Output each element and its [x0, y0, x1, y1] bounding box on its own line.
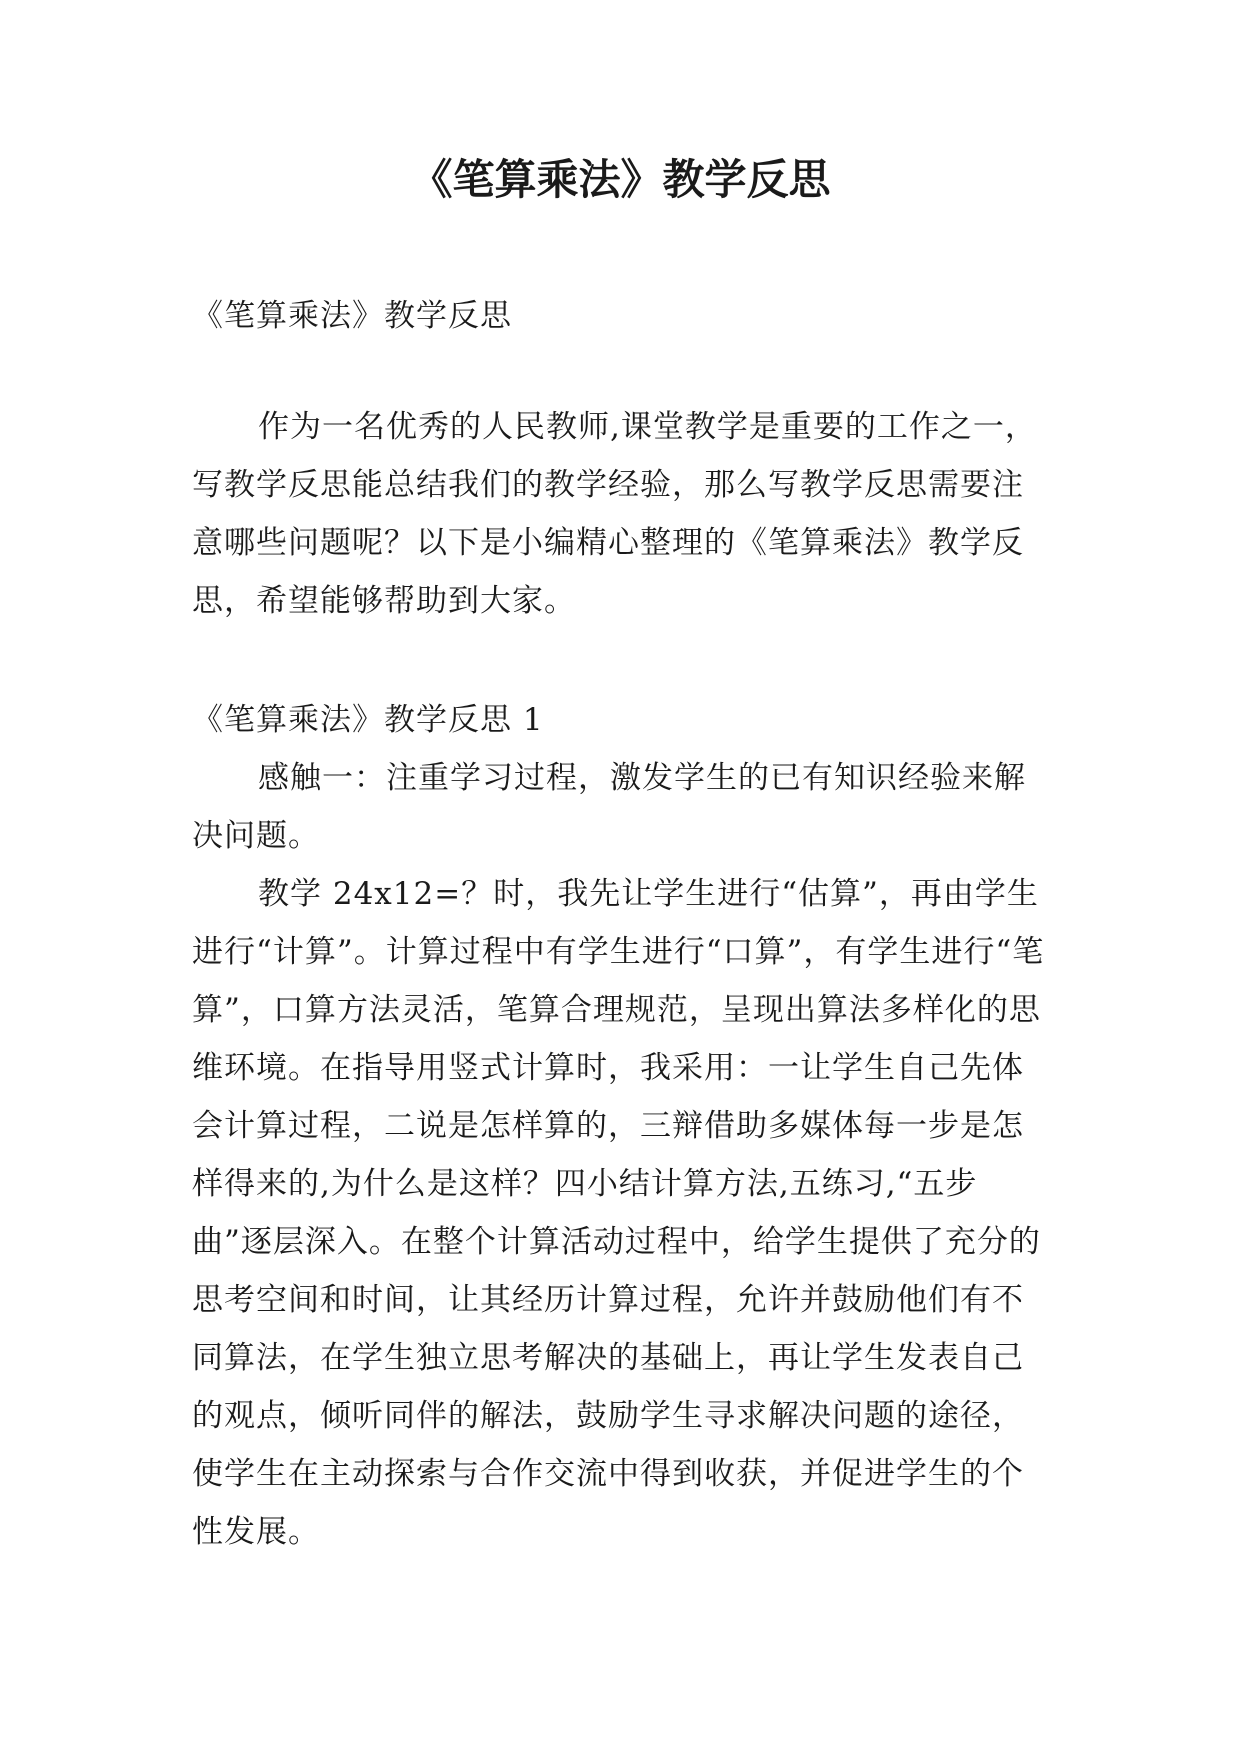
point-one-paragraph: 感触一：注重学习过程，激发学生的已有知识经验来解决问题。: [192, 760, 1026, 854]
point-one-detail-paragraph: 教学 24x12=？时，我先让学生进行“估算”，再由学生进行“计算”。计算过程中有学生进行“口算”，有学生进行“笔算”，口算方法灵活，笔算合理规范，呈现出算法多样化的思维环境。在指导用竖式计算时，我采用：一让学生自己先体会计算过程，二说是怎样算的，三辩借助多媒体每一步是怎样得来的,为什么是这样？四小结计算方法,五练习,“五步曲”逐层深入。在整个计算活动过程中，给学生提供了充分的思考空间和时间，让其经历计算过程，允许并鼓励他们有不同算法，在学生独立思考解决的基础上，再让学生发表自己的观点，倾听同伴的解法，鼓励学生寻求解决问题的途径，使学生在主动探索与合作交流中得到收获，并促进学生的个性发展。: [192, 876, 1045, 1550]
document-subtitle: 《笔算乘法》教学反思: [192, 298, 512, 334]
section-heading: 《笔算乘法》教学反思 1: [192, 702, 544, 738]
intro-paragraph: 作为一名优秀的人民教师,课堂教学是重要的工作之一，写教学反思能总结我们的教学经验，那么写教学反思需要注意哪些问题呢？以下是小编精心整理的《笔算乘法》教学反思，希望能够帮助到大家。: [192, 409, 1037, 619]
document-title: 《笔算乘法》教学反思: [410, 155, 831, 204]
